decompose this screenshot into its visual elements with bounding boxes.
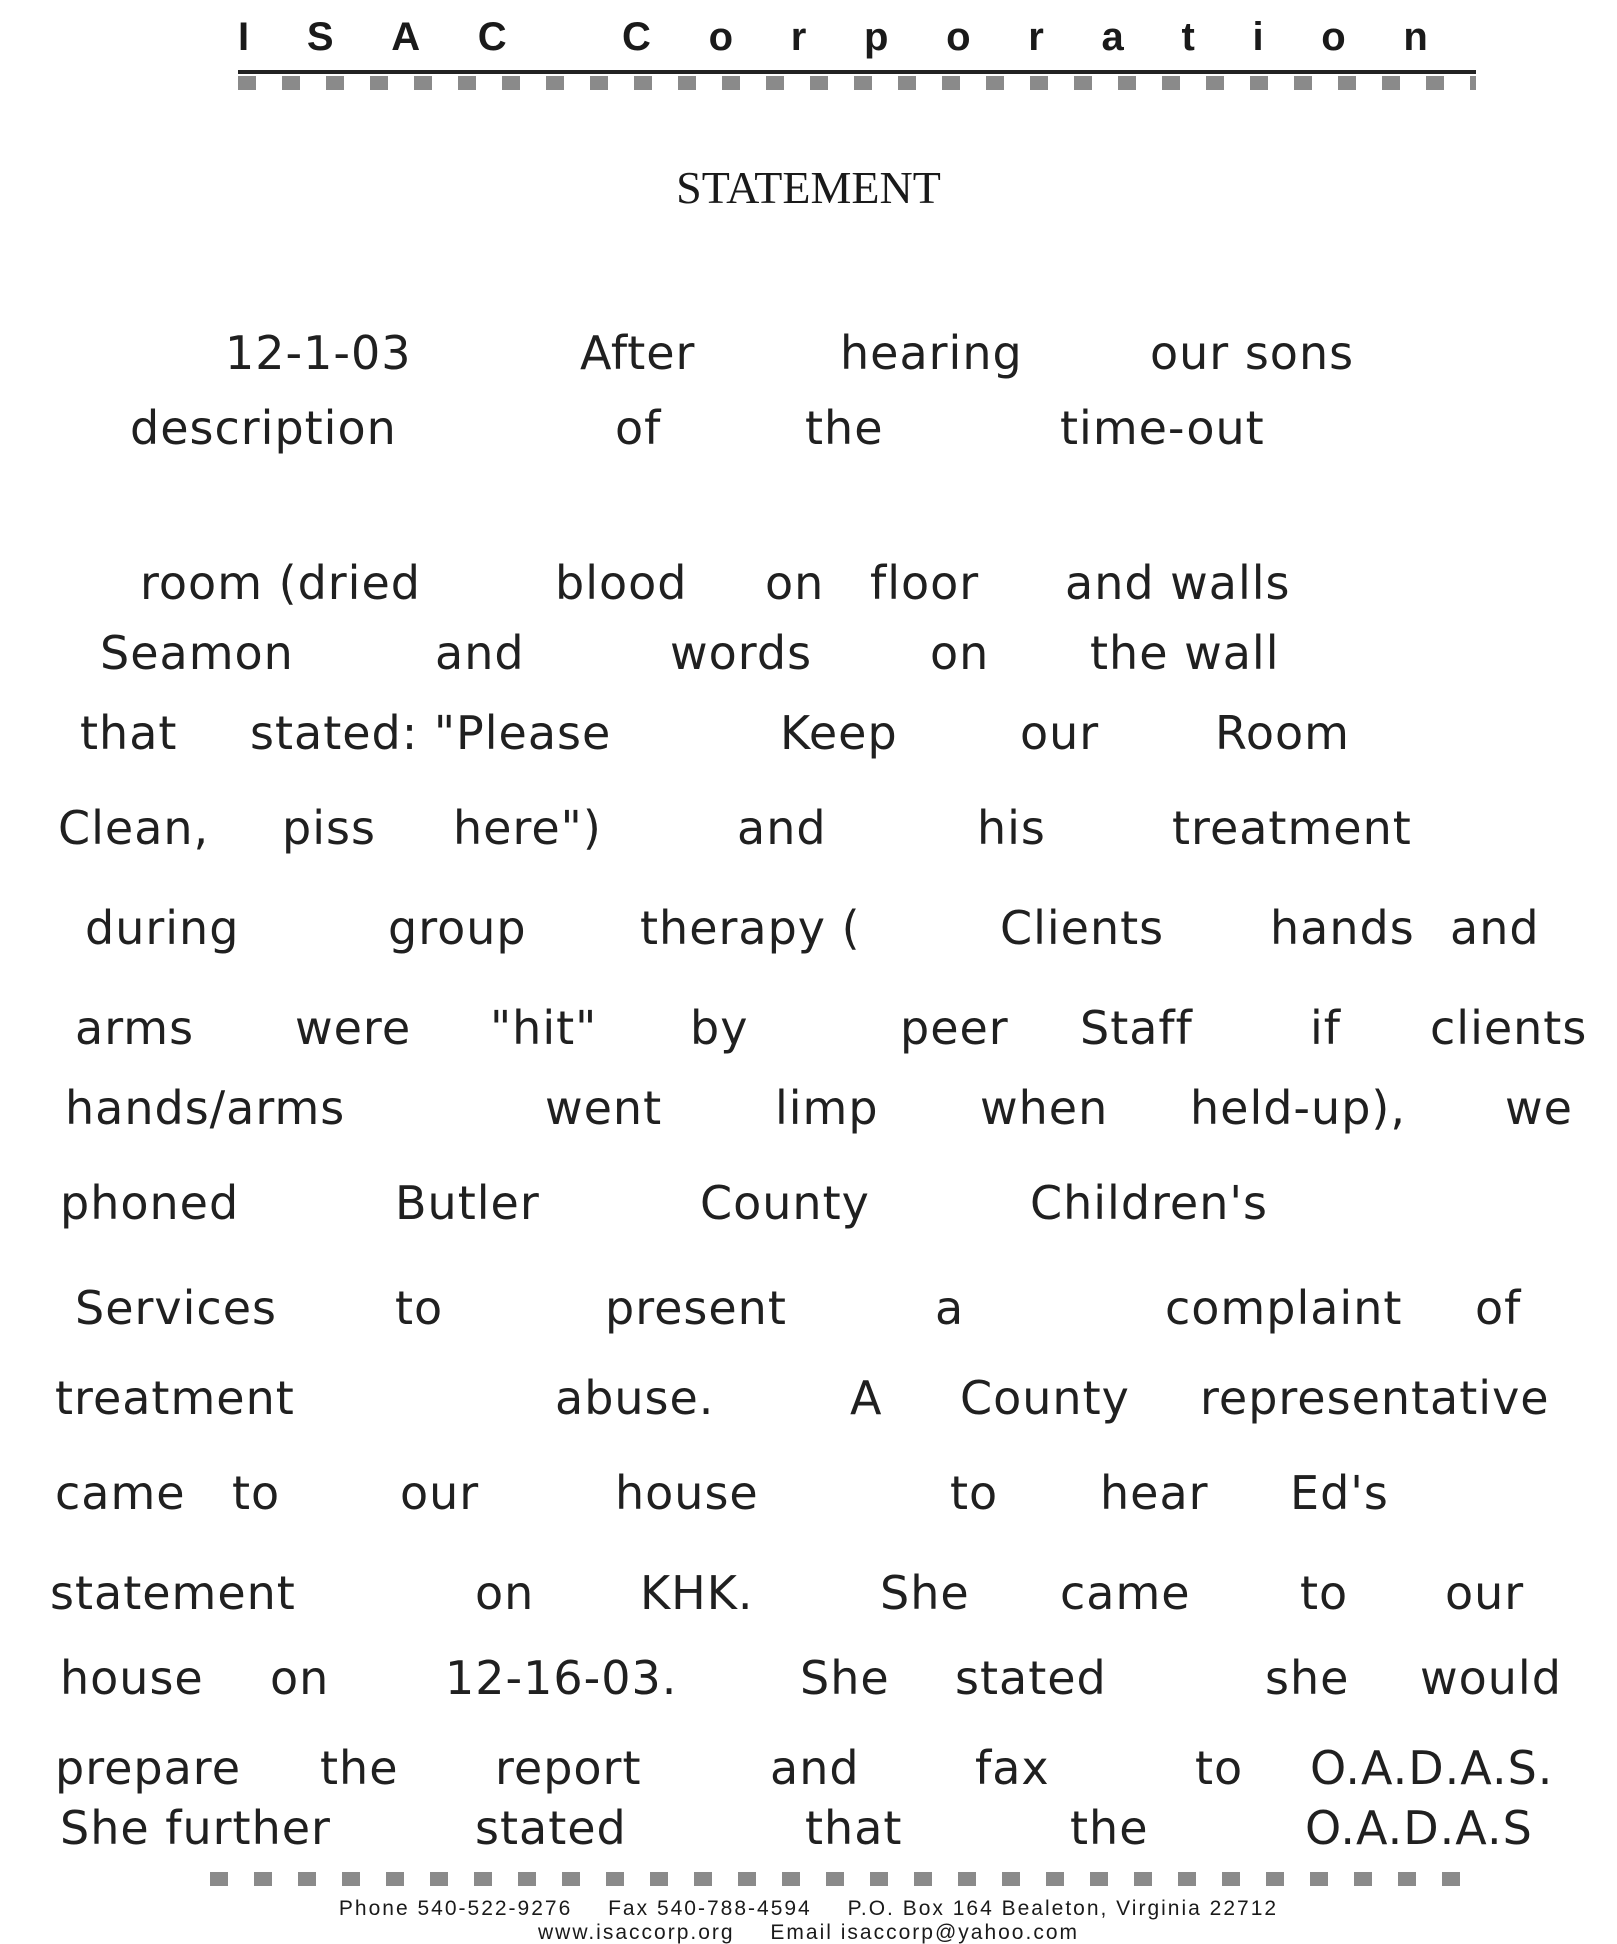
handwritten-word: words [670, 626, 813, 680]
footer-website[interactable]: www.isaccorp.org [538, 1921, 735, 1944]
handwritten-word: that [80, 706, 178, 760]
letterhead-letter: n [1403, 15, 1428, 59]
handwritten-word: O.A.D.A.S. [1310, 1741, 1554, 1795]
handwritten-word: on [930, 626, 990, 680]
handwritten-word: she [1265, 1651, 1350, 1705]
handwritten-word: time-out [1060, 401, 1265, 455]
footer-fax: Fax 540-788-4594 [608, 1897, 812, 1920]
letterhead-dashed-rule [238, 76, 1476, 90]
handwritten-word: Keep [780, 706, 898, 760]
handwritten-word: were [295, 1001, 412, 1055]
handwritten-word: arms [75, 1001, 195, 1055]
handwritten-word: our [400, 1466, 480, 1520]
handwritten-word: hear [1100, 1466, 1209, 1520]
handwritten-word: She further [60, 1801, 331, 1855]
handwritten-word: Ed's [1290, 1466, 1389, 1520]
handwritten-word: After [580, 326, 696, 380]
handwritten-word: piss [282, 801, 376, 855]
handwritten-word: She [880, 1566, 970, 1620]
handwritten-word: clients [1430, 1001, 1588, 1055]
letterhead-letter: t [1181, 15, 1195, 59]
handwritten-word: a [935, 1281, 965, 1335]
letterhead-letter: p [864, 15, 889, 59]
handwritten-word: room (dried [140, 556, 421, 610]
handwritten-word: blood [555, 556, 688, 610]
handwritten-word: that [805, 1801, 903, 1855]
handwritten-word: of [615, 401, 662, 455]
handwritten-word: and [737, 801, 827, 855]
handwritten-word: Clients [1000, 901, 1165, 955]
handwritten-word: therapy ( [640, 901, 861, 955]
handwritten-word: hands [1270, 901, 1415, 955]
handwritten-word: when [980, 1081, 1109, 1135]
handwritten-word: treatment [1172, 801, 1412, 855]
handwritten-word: floor [870, 556, 980, 610]
handwritten-word: to [395, 1281, 444, 1335]
letterhead-letter: i [1252, 15, 1264, 59]
handwritten-word: came [1060, 1566, 1191, 1620]
document-heading: STATEMENT [676, 162, 941, 213]
handwritten-word: of [1475, 1281, 1522, 1335]
handwritten-word: by [690, 1001, 749, 1055]
handwritten-word: the [1070, 1801, 1149, 1855]
letterhead-letter: C [477, 15, 507, 59]
handwritten-word: group [388, 901, 527, 955]
letterhead-letter: C [622, 15, 651, 59]
handwritten-word: house [60, 1651, 204, 1705]
handwritten-word: Butler [395, 1176, 540, 1230]
handwritten-word: the [805, 401, 884, 455]
handwritten-word: to [950, 1466, 999, 1520]
handwritten-word: to [1300, 1566, 1349, 1620]
footer-dashed-rule [210, 1872, 1465, 1886]
footer-web-line [0, 1922, 1617, 1944]
handwritten-word: description [130, 401, 397, 455]
footer-email[interactable]: Email isaccorp@yahoo.com [770, 1921, 1079, 1944]
letterhead-letter: o [1321, 15, 1346, 59]
handwritten-word: on [765, 556, 825, 610]
footer-address: P.O. Box 164 Bealeton, Virginia 22712 [847, 1897, 1279, 1920]
letterhead-letter: o [946, 15, 971, 59]
footer-phone: Phone 540-522-9276 [338, 1897, 573, 1920]
handwritten-word: stated [475, 1801, 627, 1855]
handwritten-word: during [85, 901, 240, 955]
handwritten-word: the [320, 1741, 399, 1795]
handwritten-word: our [1445, 1566, 1525, 1620]
handwritten-word: Clean, [58, 801, 210, 855]
handwritten-word: would [1420, 1651, 1562, 1705]
letterhead-company-name [238, 14, 1428, 60]
handwritten-word: and walls [1065, 556, 1291, 610]
handwritten-word: came [55, 1466, 186, 1520]
handwritten-word: and [770, 1741, 860, 1795]
handwritten-word: complaint [1165, 1281, 1403, 1335]
handwritten-word: stated: "Please [250, 706, 612, 760]
handwritten-word: went [545, 1081, 663, 1135]
handwritten-word: our [1020, 706, 1100, 760]
handwritten-word: A [850, 1371, 883, 1425]
letterhead-letter: r [790, 15, 807, 59]
handwritten-word: to [1195, 1741, 1244, 1795]
handwritten-word: fax [975, 1741, 1050, 1795]
handwritten-word: house [615, 1466, 759, 1520]
handwritten-word: hands/arms [65, 1081, 346, 1135]
handwritten-word: peer [900, 1001, 1009, 1055]
handwritten-word: Room [1215, 706, 1350, 760]
handwritten-word: Children's [1030, 1176, 1269, 1230]
handwritten-word: County [960, 1371, 1130, 1425]
handwritten-word: Seamon [100, 626, 294, 680]
handwritten-word: and [1450, 901, 1540, 955]
handwritten-word: we [1505, 1081, 1573, 1135]
handwritten-word: stated [955, 1651, 1107, 1705]
handwritten-word: the wall [1090, 626, 1280, 680]
handwritten-word: KHK. [640, 1566, 754, 1620]
handwritten-word: if [1310, 1001, 1341, 1055]
handwritten-word: treatment [55, 1371, 295, 1425]
letterhead-letter: a [1101, 15, 1124, 59]
handwritten-word: report [495, 1741, 642, 1795]
letterhead-letter: I [238, 15, 250, 59]
letterhead-rule [238, 70, 1476, 74]
handwritten-word: his [977, 801, 1046, 855]
handwritten-word: limp [775, 1081, 879, 1135]
letterhead-letter: A [391, 15, 421, 59]
handwritten-word: here") [453, 801, 602, 855]
letterhead-letter: o [708, 15, 734, 59]
handwritten-word: O.A.D.A.S [1305, 1801, 1533, 1855]
handwritten-word: abuse. [555, 1371, 715, 1425]
handwritten-word: statement [50, 1566, 296, 1620]
handwritten-word: held-up), [1190, 1081, 1406, 1135]
footer-contact-line [0, 1897, 1617, 1921]
handwritten-word: hearing [840, 326, 1023, 380]
handwritten-word: County [700, 1176, 870, 1230]
handwritten-word: our sons [1150, 326, 1355, 380]
handwritten-word: "hit" [490, 1001, 598, 1055]
handwritten-word: on [270, 1651, 330, 1705]
handwritten-word: 12-16-03. [445, 1651, 678, 1705]
letterhead-letter: S [306, 15, 334, 59]
letterhead-letter: r [1028, 15, 1044, 59]
handwritten-word: phoned [60, 1176, 240, 1230]
handwritten-word: prepare [55, 1741, 241, 1795]
handwritten-word: and [435, 626, 525, 680]
handwritten-word: to [232, 1466, 281, 1520]
handwritten-word: She [800, 1651, 890, 1705]
handwritten-word: on [475, 1566, 535, 1620]
handwritten-word: present [605, 1281, 787, 1335]
handwritten-word: Services [75, 1281, 277, 1335]
handwritten-word: representative [1200, 1371, 1550, 1425]
handwritten-word: Staff [1080, 1001, 1193, 1055]
handwritten-word: 12-1-03 [225, 326, 412, 380]
